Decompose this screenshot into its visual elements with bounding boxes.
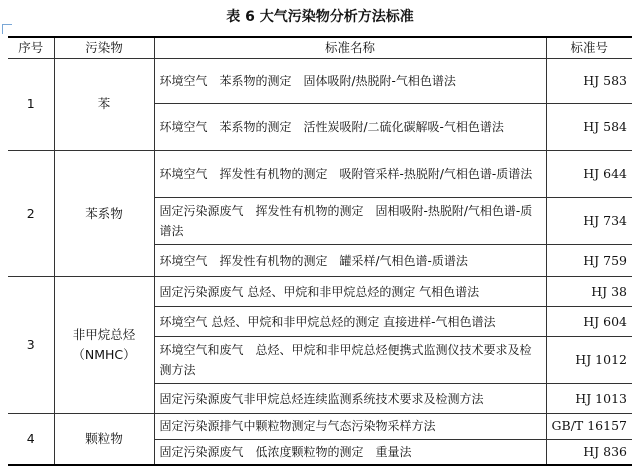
table-row	[8, 59, 632, 104]
header-row	[8, 37, 632, 59]
number-cell: HJ 1013	[546, 384, 632, 414]
number-cell: HJ 734	[546, 198, 632, 245]
number-cell: HJ 1012	[546, 337, 632, 384]
method-cell: 固定污染源废气非甲烷总烃连续监测系统技术要求及检测方法	[154, 384, 546, 414]
header-seq: 序号	[8, 37, 54, 59]
seq-cell: 3	[8, 277, 54, 414]
header-number: 标准号	[546, 37, 632, 59]
pollutant-cell	[54, 414, 154, 465]
method-cell: 固定污染源废气 低浓度颗粒物的测定 重量法	[154, 439, 546, 465]
table-row	[8, 277, 632, 307]
number-cell: HJ 583	[546, 59, 632, 104]
method-cell: 环境空气 苯系物的测定 活性炭吸附/二硫化碳解吸-气相色谱法	[154, 103, 546, 150]
number-cell: HJ 584	[546, 103, 632, 150]
method-cell: 环境空气 苯系物的测定 固体吸附/热脱附-气相色谱法	[154, 59, 546, 104]
number-cell: HJ 604	[546, 307, 632, 337]
pollutant-name: 苯系物	[85, 205, 123, 221]
number-cell: HJ 644	[546, 150, 632, 197]
pollutant-cell	[54, 277, 154, 414]
number-cell: HJ 38	[546, 277, 632, 307]
method-cell: 环境空气 总烃、甲烷和非甲烷总烃的测定 直接进样-气相色谱法	[154, 307, 546, 337]
pollutant-name: 苯	[97, 96, 111, 112]
header-method: 标准名称	[154, 37, 546, 59]
number-cell: HJ 836	[546, 439, 632, 465]
standards-table	[8, 36, 632, 466]
method-cell: 环境空气和废气 总烃、甲烷和非甲烷总烃便携式监测仪技术要求及检测方法	[154, 337, 546, 384]
pollutant-name: 颗粒物	[85, 431, 123, 447]
method-cell: 固定污染源废气 总烃、甲烷和非甲烷总烃的测定 气相色谱法	[154, 277, 546, 307]
method-cell: 固定污染源废气 挥发性有机物的测定 固相吸附-热脱附/气相色谱-质谱法	[154, 198, 546, 245]
seq-cell: 4	[8, 414, 54, 465]
table-title: 表 6 大气污染物分析方法标准	[226, 9, 414, 25]
pollutant-cell	[54, 59, 154, 151]
seq-cell: 2	[8, 150, 54, 276]
number-cell: HJ 759	[546, 245, 632, 277]
table-row	[8, 414, 632, 440]
method-cell: 环境空气 挥发性有机物的测定 罐采样/气相色谱-质谱法	[154, 245, 546, 277]
method-cell: 固定污染源排气中颗粒物测定与气态污染物采样方法	[154, 414, 546, 440]
pollutant-abbrev: （NMHC）	[72, 347, 136, 363]
seq-cell: 1	[8, 59, 54, 151]
pollutant-cell	[54, 150, 154, 276]
corner-mark	[2, 24, 12, 34]
header-pollutant: 污染物	[54, 37, 154, 59]
method-cell: 环境空气 挥发性有机物的测定 吸附管采样-热脱附/气相色谱-质谱法	[154, 150, 546, 197]
number-cell: GB/T 16157	[546, 414, 632, 440]
pollutant-name: 非甲烷总烃	[72, 327, 136, 343]
table-row	[8, 150, 632, 197]
